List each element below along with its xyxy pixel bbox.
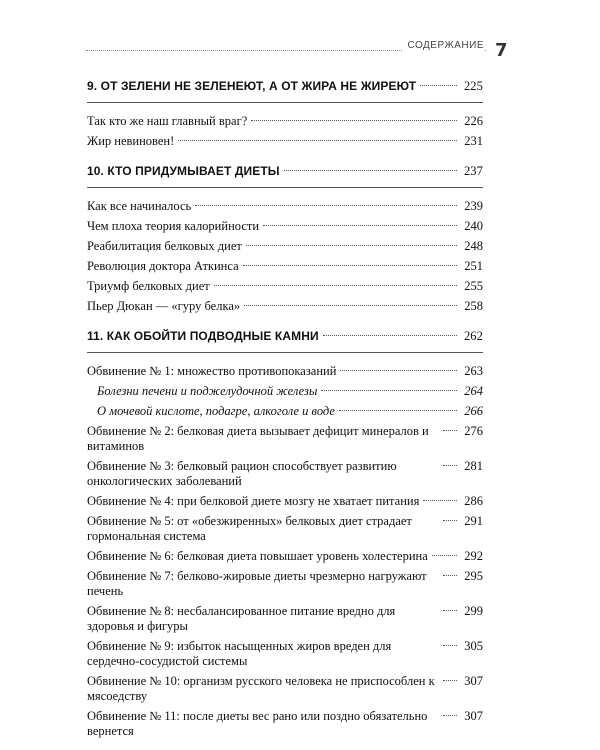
toc-entry-title: Как все начиналось [87,199,192,213]
toc-page-number: 292 [464,549,483,563]
toc-entry[interactable] [87,196,483,216]
toc-entry[interactable] [87,276,483,296]
toc-entry[interactable] [87,601,483,636]
dot-leader [443,465,457,466]
toc-entry[interactable] [87,256,483,276]
dot-leader [214,285,457,286]
toc-entry-title: 10. КТО ПРИДУМЫВАЕТ ДИЕТЫ [87,164,280,178]
toc-entry-title: Обвинение № 4: при белковой диете мозгу не хватает питания [87,494,420,508]
toc-entry-title: Обвинение № 11: после диеты вес рано или поздно обязательно вернется [87,708,428,738]
toc-chapter [87,326,483,741]
toc-page-number: 291 [464,513,483,528]
chapter-divider [87,352,483,353]
toc-page-number: 299 [464,603,483,618]
running-header: СОДЕРЖАНИЕ [402,40,484,51]
toc-entry-title: Реабилитация белковых диет [87,239,242,253]
toc-page-number: 237 [463,164,483,178]
dot-leader [443,680,457,681]
toc-entry-title: Обвинение № 1: множество противопоказаний [87,364,337,378]
toc-page-number: 226 [464,114,483,128]
toc-page-number: 266 [464,404,483,418]
toc-entry[interactable] [87,361,483,381]
dot-leader [178,140,457,141]
toc-entry-title: Так кто же наш главный враг? [87,114,248,128]
toc-entry[interactable] [87,216,483,236]
toc-entry-title: О мочевой кислоте, подагре, алкоголе и воде [97,404,335,418]
toc-page-number: 251 [464,259,483,273]
page-number: 7 [495,40,508,61]
toc-page-number: 305 [464,638,483,653]
dot-leader [263,225,457,226]
dot-leader [243,265,457,266]
toc-page-number: 262 [463,329,483,343]
toc-subentry[interactable] [87,381,483,401]
dot-leader [195,205,457,206]
toc-entry[interactable] [87,456,483,491]
toc-entry-title: Обвинение № 3: белковый рацион способствует развитию онкологических заболеваний [87,458,397,488]
dot-leader [443,610,457,611]
toc-page-number: 258 [464,299,483,313]
dot-leader [340,370,457,371]
toc-entry-title: Обвинение № 10: организм русского человека не приспособлен к мясоедству [87,673,435,703]
toc-page-number: 276 [464,423,483,438]
toc-entry[interactable] [87,236,483,256]
toc-entry[interactable] [87,546,483,566]
dot-leader [246,245,457,246]
chapter-heading[interactable] [87,76,483,96]
toc-chapter [87,161,483,316]
toc-entry-title: Обвинение № 7: белково-жировые диеты чрезмерно нагружают печень [87,568,427,598]
toc-page-number: 286 [464,494,483,508]
dot-leader [443,520,457,521]
toc-entry[interactable] [87,706,483,741]
toc-entry[interactable] [87,671,483,706]
toc-chapter [87,76,483,151]
toc-page-number: 231 [464,134,483,148]
toc-page-number: 225 [463,79,483,93]
toc-entry-title: Обвинение № 5: от «обезжиренных» белковых диет страдает гормональная система [87,513,412,543]
toc-entry[interactable] [87,296,483,316]
toc-entry[interactable] [87,111,483,131]
toc-page-number: 307 [464,708,483,723]
toc-page-number: 263 [464,364,483,378]
toc-entry-title: Обвинение № 6: белковая диета повышает уровень холестерина [87,549,428,563]
dot-leader [323,335,457,336]
toc-entry-title: 11. КАК ОБОЙТИ ПОДВОДНЫЕ КАМНИ [87,329,319,343]
dot-leader [443,575,457,576]
toc-page-number: 248 [464,239,483,253]
toc-entry-title: Пьер Дюкан — «гуру белка» [87,299,241,313]
dot-leader [423,500,457,501]
toc-entry-title: Чем плоха теория калорийности [87,219,260,233]
toc-entry-title: Болезни печени и поджелудочной железы [97,384,318,398]
toc-page-number: 239 [464,199,483,213]
toc-entry[interactable] [87,636,483,671]
toc-entry[interactable] [87,421,483,456]
dot-leader [443,645,457,646]
toc-page-number: 307 [464,673,483,688]
dot-leader [251,120,457,121]
chapter-heading[interactable] [87,161,483,181]
dot-leader [244,305,457,306]
toc-subentry[interactable] [87,401,483,421]
dot-leader [443,715,457,716]
toc-page-number: 240 [464,219,483,233]
toc-entry-title: 9. ОТ ЗЕЛЕНИ НЕ ЗЕЛЕНЕЮТ, А ОТ ЖИРА НЕ ЖИРЕЮТ [87,79,417,93]
chapter-divider [87,187,483,188]
toc-page-number: 281 [464,458,483,473]
toc-entry[interactable] [87,491,483,511]
toc-entry-title: Революция доктора Аткинса [87,259,239,273]
toc-entry-title: Триумф белковых диет [87,279,210,293]
dot-leader [284,170,457,171]
toc-entry[interactable] [87,566,483,601]
dot-leader [432,555,457,556]
toc-entry-title: Обвинение № 9: избыток насыщенных жиров вреден для сердечно-сосудистой системы [87,638,392,668]
dot-leader [420,85,457,86]
toc-page-number: 295 [464,568,483,583]
chapter-divider [87,102,483,103]
toc-entry-title: Обвинение № 8: несбалансированное питание вредно для здоровья и фигуры [87,603,396,633]
chapter-heading[interactable] [87,326,483,346]
toc-page-number: 255 [464,279,483,293]
toc-page-number: 264 [464,384,483,398]
toc-entry[interactable] [87,511,483,546]
dot-leader [339,410,457,411]
dot-leader [321,390,457,391]
dot-leader [443,430,457,431]
table-of-contents [87,76,483,741]
toc-entry-title: Жир невиновен! [87,134,175,148]
toc-entry-title: Обвинение № 2: белковая диета вызывает дефицит минералов и витаминов [87,423,429,453]
toc-entry[interactable] [87,131,483,151]
